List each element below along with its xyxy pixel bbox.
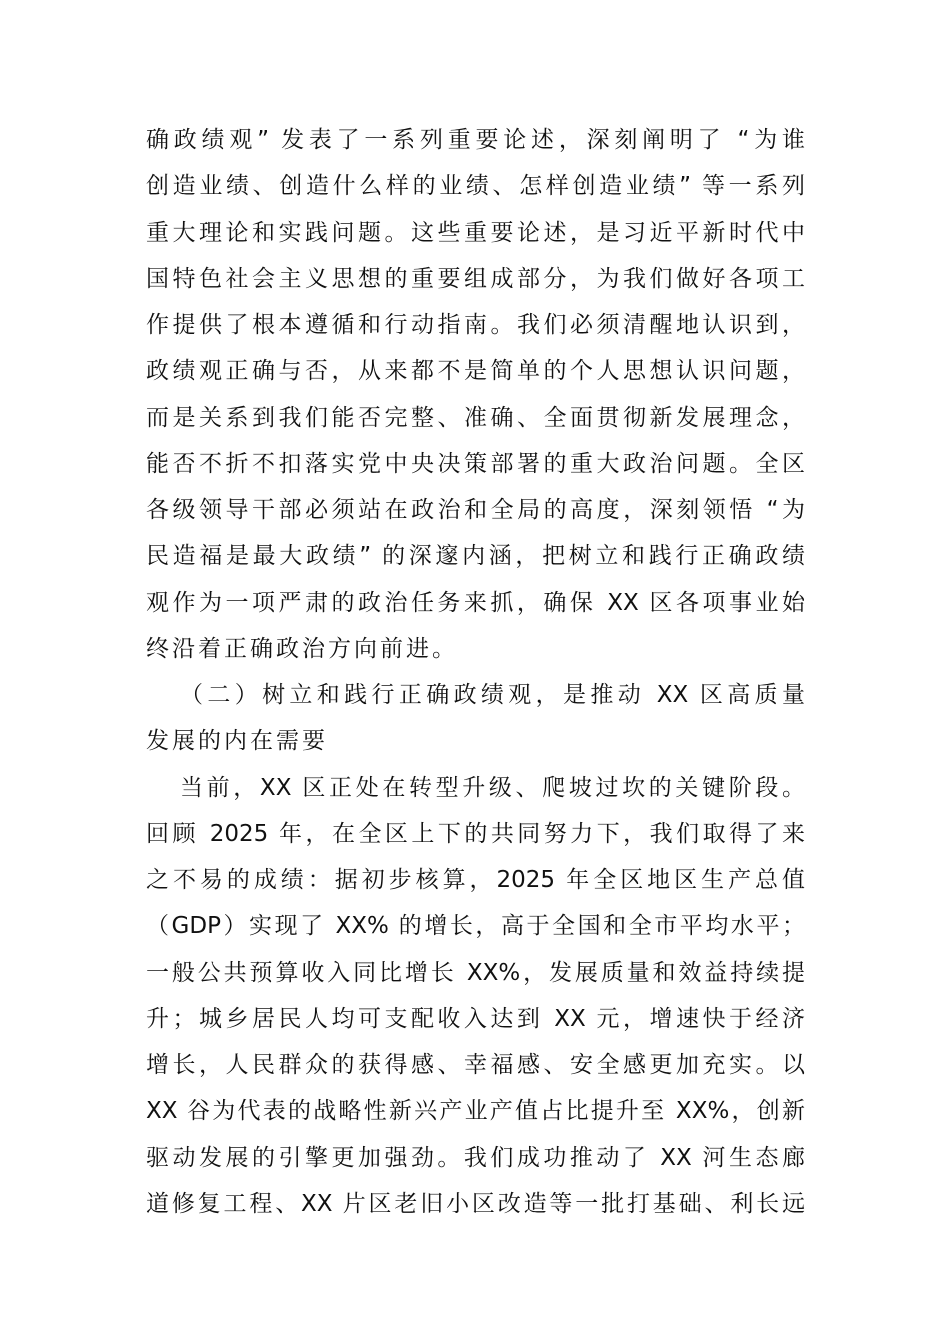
body-text-line: 道修复工程、XX 片区老旧小区改造等一批打基础、利长远 — [146, 1190, 805, 1217]
body-text-line: 创造业绩、创造什么样的业绩、怎样创造业绩” 等一系列 — [146, 173, 805, 200]
section-heading-line: （二）树立和践行正确政绩观，是推动 XX 区高质量 — [180, 682, 805, 709]
body-text-line: 增长，人民群众的获得感、幸福感、安全感更加充实。以 — [146, 1052, 805, 1079]
body-text-line: 能否不折不扣落实党中央决策部署的重大政治问题。全区 — [146, 450, 805, 477]
body-text-line: 而是关系到我们能否完整、准确、全面贯彻新发展理念， — [146, 404, 805, 431]
body-text-line: 作提供了根本遵循和行动指南。我们必须清醒地认识到， — [146, 312, 805, 339]
body-text-line: 一般公共预算收入同比增长 XX%，发展质量和效益持续提 — [146, 959, 805, 986]
section-heading-line: 发展的内在需要 — [146, 728, 328, 755]
body-text-line: 确政绩观” 发表了一系列重要论述，深刻阐明了 “为谁 — [146, 127, 805, 153]
body-text-line: 驱动发展的引擎更加强劲。我们成功推动了 XX 河生态廊 — [146, 1144, 805, 1171]
body-text-line: 民造福是最大政绩” 的深邃内涵，把树立和践行正确政绩 — [146, 543, 805, 570]
body-text-line: 之不易的成绩：据初步核算，2025 年全区地区生产总值 — [146, 867, 805, 894]
body-text-line: 观作为一项严肃的政治任务来抓，确保 XX 区各项事业始 — [146, 589, 805, 616]
body-text-line: 回顾 2025 年，在全区上下的共同努力下，我们取得了来 — [146, 820, 805, 847]
body-text-line: 政绩观正确与否，从来都不是简单的个人思想认识问题， — [146, 358, 805, 385]
body-text-line: （GDP）实现了 XX% 的增长，高于全国和全市平均水平； — [146, 913, 805, 940]
body-text-line: 当前，XX 区正处在转型升级、爬坡过坎的关键阶段。 — [180, 774, 805, 801]
body-text-line: 终沿着正确政治方向前进。 — [146, 635, 458, 662]
body-text-line: 重大理论和实践问题。这些重要论述，是习近平新时代中 — [146, 219, 805, 246]
body-text-line: 国特色社会主义思想的重要组成部分，为我们做好各项工 — [146, 265, 805, 292]
body-text-line: 各级领导干部必须站在政治和全局的高度，深刻领悟 “为 — [146, 497, 805, 524]
body-text-line: XX 谷为代表的战略性新兴产业产值占比提升至 XX%，创新 — [146, 1098, 805, 1125]
body-text-line: 升；城乡居民人均可支配收入达到 XX 元，增速快于经济 — [146, 1005, 805, 1032]
